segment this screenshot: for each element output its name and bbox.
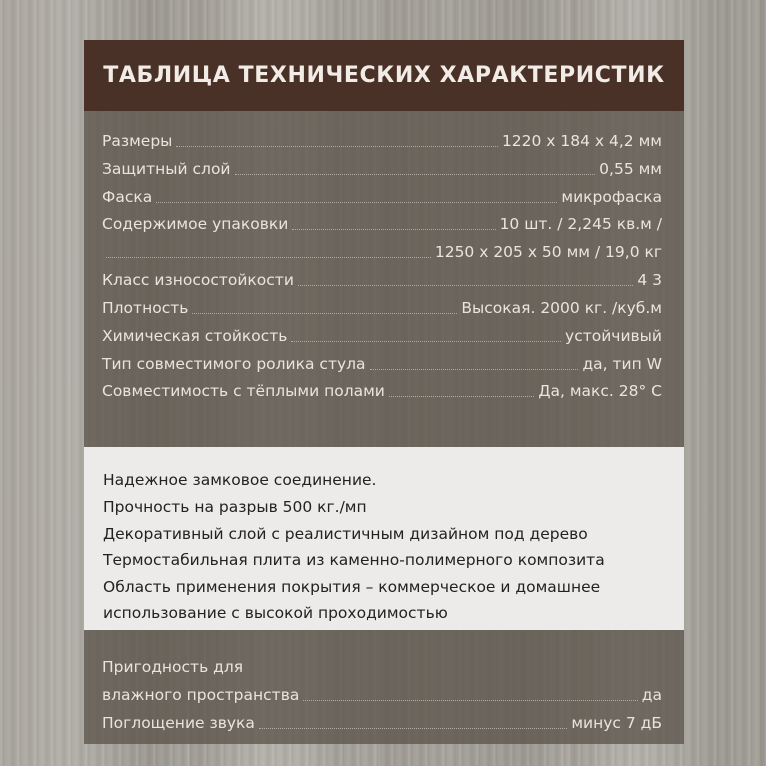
spec-row xyxy=(102,352,662,376)
spec-row xyxy=(102,683,662,707)
spec-row xyxy=(102,711,662,735)
dotted-leader xyxy=(106,256,431,258)
page-title: ТАБЛИЦА ТЕХНИЧЕСКИХ ХАРАКТЕРИСТИК xyxy=(103,63,665,88)
spec-label: Размеры xyxy=(102,132,173,150)
feature-line: Область применения покрытия – коммерческое и домашнее xyxy=(103,578,601,596)
spec-label: Поглощение звука xyxy=(102,714,255,732)
spec-label: Содержимое упаковки xyxy=(102,215,289,233)
spec-value: 1250 х 205 х 50 мм / 19,0 кг xyxy=(434,243,662,261)
spec-value: Высокая. 2000 кг. /куб.м xyxy=(461,299,662,317)
feature-line: Термостабильная плита из каменно-полимерного композита xyxy=(103,551,605,569)
feature-line: Декоративный слой с реалистичным дизайном под дерево xyxy=(103,525,588,543)
dotted-leader xyxy=(292,228,495,230)
spec-value: минус 7 дБ xyxy=(571,714,662,732)
spec-row xyxy=(102,129,662,153)
feature-line: использование с высокой проходимостью xyxy=(103,604,448,622)
dotted-leader xyxy=(370,368,579,370)
specs-section-2 xyxy=(84,630,684,744)
spec-label: Совместимость с тёплыми полами xyxy=(102,382,385,400)
spec-value: 0,55 мм xyxy=(599,160,662,178)
spec-value: Да, макс. 28° С xyxy=(538,382,662,400)
spec-row xyxy=(102,157,662,181)
spec-value: да, тип W xyxy=(582,355,662,373)
dotted-leader xyxy=(235,173,596,175)
spec-row xyxy=(102,268,662,292)
spec-label: Тип совместимого ролика стула xyxy=(102,355,366,373)
spec-value: да xyxy=(641,686,662,704)
spec-row xyxy=(102,296,662,320)
spec-row xyxy=(102,655,662,679)
dotted-leader xyxy=(259,727,567,729)
spec-label: Защитный слой xyxy=(102,160,231,178)
dotted-leader xyxy=(298,284,633,286)
spec-value: микрофаска xyxy=(561,188,662,206)
spec-label: Фаска xyxy=(102,188,153,206)
spec-label: Плотность xyxy=(102,299,189,317)
specs-section xyxy=(84,111,684,447)
spec-label: Химическая стойкость xyxy=(102,327,288,345)
spec-label: влажного пространства xyxy=(102,686,300,704)
dotted-leader xyxy=(389,395,535,397)
spec-row xyxy=(102,379,662,403)
spec-value: устойчивый xyxy=(565,327,662,345)
spec-row xyxy=(102,240,662,264)
dotted-leader xyxy=(156,201,557,203)
features-section xyxy=(84,447,684,630)
spec-row xyxy=(102,324,662,348)
spec-panel xyxy=(84,40,684,744)
header-bar xyxy=(84,40,684,111)
spec-label: Пригодность для xyxy=(102,658,244,676)
spec-row xyxy=(102,212,662,236)
feature-line: Надежное замковое соединение. xyxy=(103,471,377,489)
spec-value: 4 3 xyxy=(637,271,662,289)
dotted-leader xyxy=(176,145,498,147)
spec-value: 1220 х 184 х 4,2 мм xyxy=(501,132,662,150)
dotted-leader xyxy=(192,312,457,314)
dotted-leader xyxy=(291,340,561,342)
spec-row xyxy=(102,185,662,209)
dotted-leader xyxy=(303,699,637,701)
feature-line: Прочность на разрыв 500 кг./мп xyxy=(103,498,367,516)
spec-label: Класс износостойкости xyxy=(102,271,294,289)
spec-value: 10 шт. / 2,245 кв.м / xyxy=(499,215,662,233)
